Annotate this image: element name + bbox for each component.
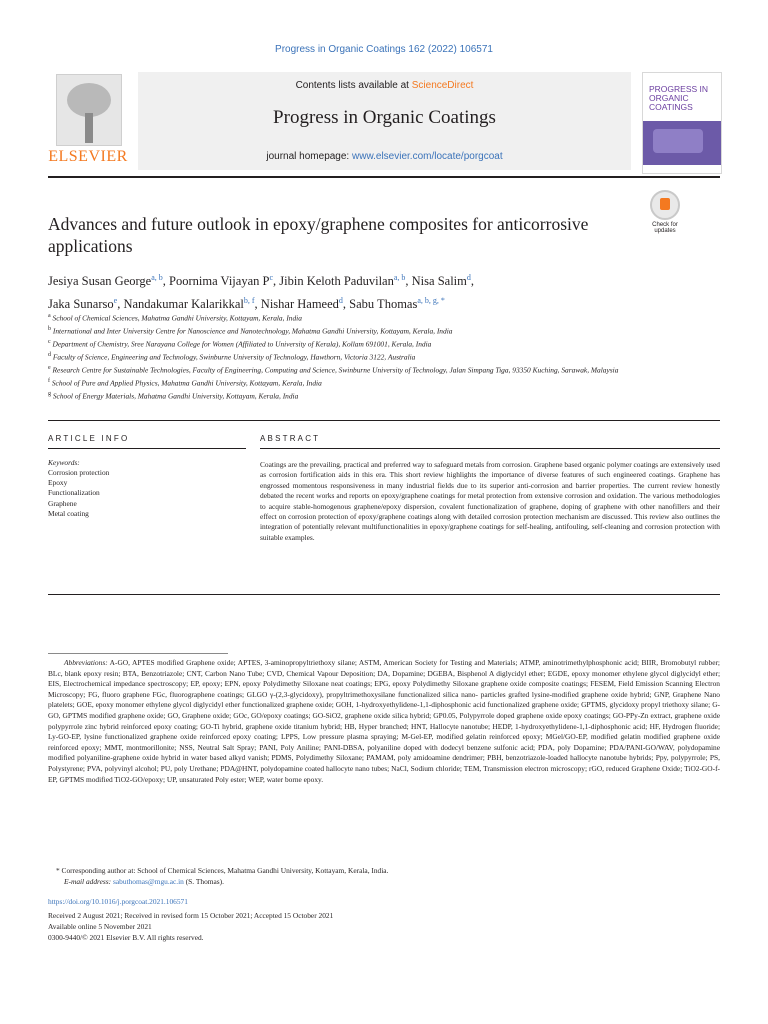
keyword-item: Epoxy (48, 478, 68, 488)
abstract-heading: ABSTRACT (260, 434, 321, 443)
article-info-rule (48, 448, 246, 449)
email-note (48, 877, 736, 888)
author-separator: , (470, 274, 474, 289)
sciencedirect-link[interactable]: ScienceDirect (411, 80, 474, 91)
journal-reference[interactable]: Progress in Organic Coatings 162 (2022) 106571 (275, 44, 493, 55)
email-label: E-mail address: (64, 877, 112, 886)
abstract-end-divider (48, 594, 720, 595)
keyword-item: Metal coating (48, 508, 89, 518)
keyword-item: Graphene (48, 498, 77, 508)
affiliation-marker: f (48, 378, 50, 385)
author-name[interactable]: Jaka Sunarso (48, 297, 114, 312)
author-name[interactable]: Jibin Keloth Paduvilan (279, 274, 394, 289)
cover-title: PROGRESS IN ORGANIC COATINGS (649, 84, 709, 112)
affiliation-marker: c (48, 339, 51, 346)
author-affiliation-marker[interactable]: b, f (243, 296, 255, 306)
journal-title: Progress in Organic Coatings (273, 107, 496, 128)
affiliation-item (48, 337, 720, 350)
contents-prefix: Contents lists available at (295, 80, 412, 91)
journal-homepage (138, 151, 631, 162)
footnote-rule (48, 653, 228, 654)
check-updates-label: Check for updates (652, 222, 678, 234)
affiliation-marker: e (48, 365, 51, 372)
author-name[interactable]: Nandakumar Kalarikkal (123, 297, 244, 312)
affiliation-text: Research Centre for Sustainable Technologies, Faculty of Engineering, Computing and Science, Swinburne University of Technology, Jalan Simpang Tiga, 93350 Kuching, Sarawak, Malaysia (52, 365, 619, 375)
corresponding-author-text: * Corresponding author at: School of Chemical Sciences, Mahatma Gandhi University, Kottayam, Kerala, India. (56, 866, 389, 875)
abstract-rule (260, 448, 720, 449)
affiliation-text: School of Chemical Sciences, Mahatma Gandhi University, Kottayam, Kerala, India (52, 313, 302, 323)
author-affiliation-marker[interactable]: a, b (151, 273, 163, 282)
check-updates-icon (650, 190, 680, 220)
affiliation-item (48, 376, 720, 389)
author-name[interactable]: Poornima Vijayan P (169, 274, 270, 289)
author-affiliation-marker[interactable]: c (269, 273, 274, 282)
author-affiliation-marker[interactable]: d (466, 273, 471, 282)
author-affiliation-marker[interactable]: d (338, 296, 343, 306)
affiliation-item (48, 389, 720, 402)
affiliation-text: School of Energy Materials, Mahatma Gandhi University, Kottayam, Kerala, India (52, 391, 299, 401)
author-affiliation-marker[interactable]: a, b (393, 273, 406, 282)
abbreviations-footnote (48, 658, 720, 785)
homepage-prefix: journal homepage: (266, 151, 352, 162)
elsevier-tree-icon (56, 74, 122, 146)
abstract-text: Coatings are the prevailing, practical and preferred way to safeguard metals from corrosion. Graphene based organic polymer coatings are extensively used as corrosion fortification aids in this era. This short review highlights the importance of diverse features of such engineered coatings. Graphene has engrossed momentous responsiveness in many industrial fields due to its superior anti-corrosion and barrier properties. The current review honestly debated the recent works and reports on epoxy/graphene coatings for metal protection from extensive corrosion and oxidation. The various methodologies to acquire stable-homogenous graphene/epoxy dispersion, covalent functionalization of graphene, doping of graphene with other nanofillers and their effect on corrosion protection of epoxy/graphene coatings along with detailed corrosion protection mechanism are discussed. This review also outlines the integration of potentially relevant multifunctionalities in epoxy/graphene coatings for self-healing, antifouling, self-cleaning and corrosion protection with suitable examples. (260, 460, 720, 542)
author-separator: , (162, 274, 170, 289)
abbreviations-text: A-GO, APTES modified Graphene oxide; APTES, 3-aminopropyltriethoxy silane; ASTM, American Society for Testing and Materials; ATMP, aminotrimethylphosphonic acid; BIIR, Bromobutyl rubber; BLc, blank epoxy resin; BTA, Benzotriazole; CNT, Carbon Nano Tube; CVD, Chemical Vapour Deposition; DA, Dopamine; DGEBA, Bisphenol A diglycidyl ether; EGDE, epoxy monomer ethylene glycol diglycidyl ether; EIS, Electrochemical impedance spectroscopy; EP, epoxy; EPN, epoxy Polydimethy Siloxane neat coatings; EPG, epoxy Polydimethy Siloxane graphene oxide composite coatings; FESEM, Field Emission Scanning Electron Microscopy; FG, fluoro graphene FGc, fluorographene coatings; GLGO γ-(2,3-glycidoxy), propyltrimethoxysilane functionalized silica nano- particles grafted lysine-modified graphene oxide hybrid; GNP, Graphene Nano platelets; GOE, epoxy monomer ethylene glycol diglycidyl ether functionalized graphene oxide; GOH, 1-hydroxyethylidene-1,1-diphosphonic acid functionalized graphene oxide; GPTMS, glycidoxy propyl triethoxy silane; G-GO, GPTMS modified graphene oxide; GO, Graphene oxide; GOc, GO/epoxy coatings; GO-SiO2, graphene oxide silica hybrid; GP0.05, Polypyrrole doped graphene oxide epoxy coatings; GO-PPy-Zn extract, graphene oxide polypyrrole zinc hybrid reinforced epoxy coating; GO-Ti hybrid, graphene oxide titanium hybrid; HB, Hyper branched; HNT, Hallocyte nanotube; HEDP, 1-hydroxyethylidene-1,1-diphosphonic acid; HF, Hydrogen fluoride; Ly-GO-EP, lysine functionalized graphene oxide reinforced epoxy coating; LPPS, Low pressure plasma spraying; M-Gel-EP, modified gelatin reinforced epoxy; MGel/GO-EP, modified gelatin modified graphene oxide reinforced epoxy; MMT, montmorillonite; NSS, Neutral Salt Spray; PANI, Poly Aniline; PANI-DBSA, polyaniline doped with dodecyl benzene sulfonic acid; PDA, poly Dopamine; PDA/PANI-GO/WAV, polydopamine modified polyaniline-graphene oxide hybrid in water based alkyd vanish; PDMS, Polydimethy Siloxane; PAMAM, poly amidoamine dendrimer; PBH, benzotriazole-loaded hallocyte nanotube hybrids; Ppy, polypyrrole; PS, Polystyrene; PVA, polyvinyl alcohol; PU, poly Urethane; PDA@HNT, polydopamine coated hallocyte nano tubes; NaCl, Sodium chloride; TEM, Transmission electron microscopy; rGO, reduced Graphene Oxide; TiO2-GO-f-EP, GPTMS modified TiO2-GO/epoxy; UP, unsaturated Poly ester; WEP, water borne epoxy. (48, 658, 720, 784)
affiliation-text: International and Inter University Centre for Nanoscience and Nanotechnology, Mahatma Gandhi University, Kottayam, Kerala, India (52, 326, 453, 336)
author-name[interactable]: Nisa Salim (411, 274, 467, 289)
corresponding-author-note (48, 866, 720, 877)
keyword-item: Corrosion protection (48, 468, 110, 477)
affiliation-marker: g (48, 391, 51, 398)
publisher-wordmark: ELSEVIER (48, 148, 128, 165)
keyword-item: Functionalization (48, 488, 100, 498)
author-separator: , (273, 274, 280, 289)
contents-availability (138, 80, 631, 91)
article-title: Advances and future outlook in epoxy/graphene composites for anticorrosive applications (48, 214, 589, 256)
affiliation-text: School of Pure and Applied Physics, Mahatma Gandhi University, Kottayam, Kerala, India (51, 378, 322, 388)
elsevier-logo (48, 74, 128, 166)
article-info-heading: ARTICLE INFO (48, 434, 130, 443)
author-separator: , (342, 297, 350, 312)
abbreviations-label: Abbreviations: (64, 658, 108, 667)
issn-copyright: 0300-9440/© 2021 Elsevier B.V. All rights reserved. (48, 933, 204, 942)
affiliation-item (48, 350, 720, 363)
author-separator: , (254, 297, 261, 312)
author-name[interactable]: Nishar Hameed (260, 297, 339, 312)
header-divider (48, 176, 720, 178)
check-for-updates-button[interactable] (645, 190, 685, 232)
author-affiliation-marker[interactable]: e (113, 296, 118, 306)
email-suffix: (S. Thomas). (183, 877, 224, 886)
affiliation-item (48, 324, 720, 337)
affiliation-marker: a (48, 313, 51, 319)
available-online-date: Available online 5 November 2021 (48, 922, 152, 931)
author-separator: , (117, 297, 124, 312)
affiliation-marker: b (48, 326, 51, 333)
keywords-label: Keywords: (48, 458, 80, 467)
journal-cover-image[interactable] (642, 72, 722, 174)
affiliation-list (48, 311, 720, 402)
affiliation-text: Faculty of Science, Engineering and Technology, Swinburne University of Technology, Hawthorn, Victoria 3122, Australia (52, 352, 416, 362)
affiliation-item (48, 311, 720, 324)
doi-link[interactable]: https://doi.org/10.1016/j.porgcoat.2021.106571 (48, 897, 188, 906)
affiliation-marker: d (48, 352, 51, 359)
keyword-list (48, 468, 109, 519)
cover-artwork (643, 121, 721, 165)
email-link[interactable]: sabuthomas@mgu.ac.in (113, 877, 184, 886)
affiliation-item (48, 363, 720, 376)
author-name[interactable]: Sabu Thomas (349, 297, 418, 312)
homepage-link[interactable]: www.elsevier.com/locate/porgcoat (352, 151, 503, 162)
affiliation-text: Department of Chemistry, Sree Narayana College for Women (Affiliated to University of Kerala), Kollam 691001, Kerala, India (52, 339, 432, 349)
author-separator: , (405, 274, 412, 289)
section-divider (48, 420, 720, 421)
author-name[interactable]: Jesiya Susan George (48, 274, 152, 289)
author-list (48, 268, 720, 314)
received-dates: Received 2 August 2021; Received in revised form 15 October 2021; Accepted 15 October 2021 (48, 911, 334, 920)
author-affiliation-marker[interactable]: a, b, g, * (417, 296, 445, 306)
